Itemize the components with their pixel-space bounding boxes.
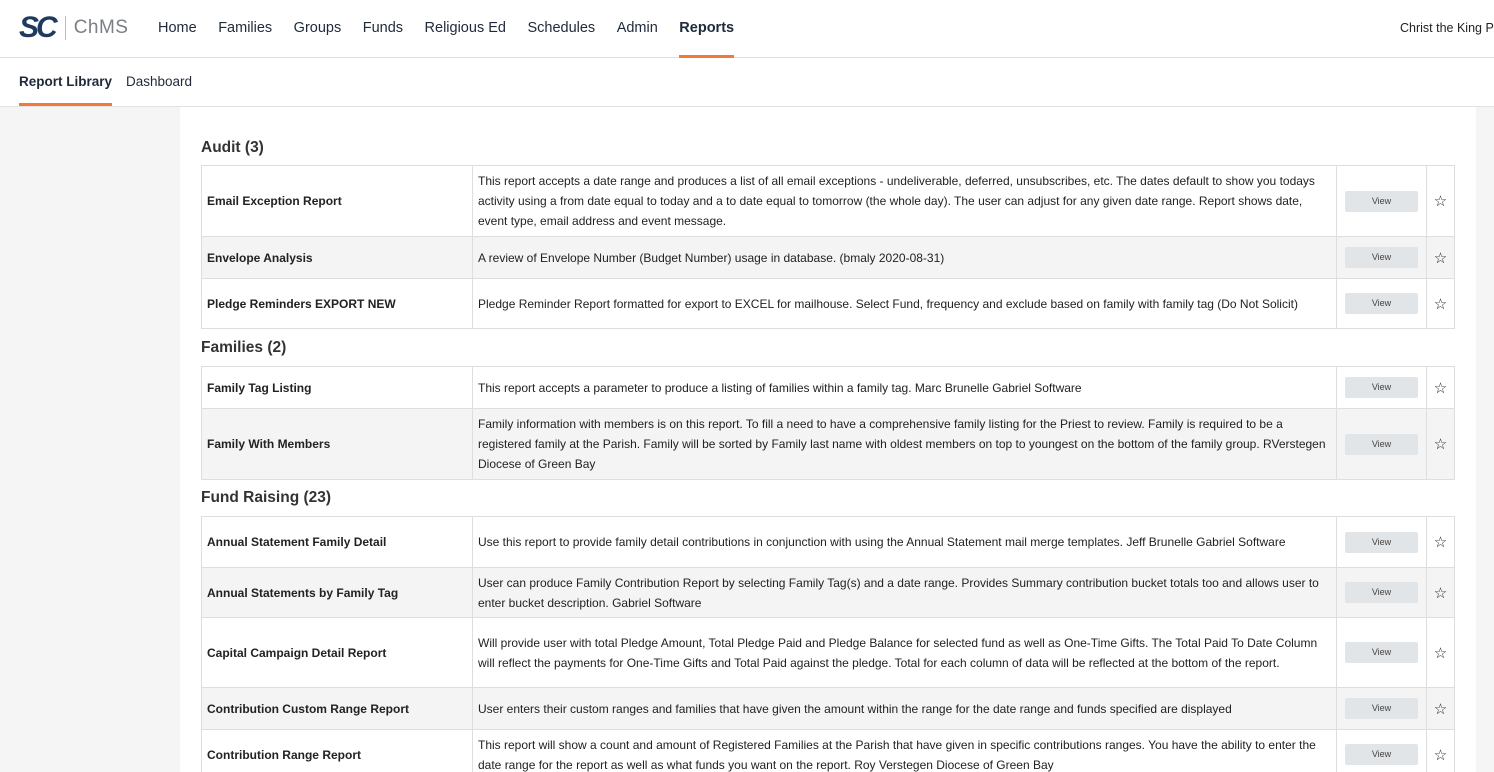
view-button[interactable]: View xyxy=(1345,698,1418,719)
view-button[interactable]: View xyxy=(1345,434,1418,455)
nav-schedules[interactable]: Schedules xyxy=(527,20,596,36)
report-description: User can produce Family Contribution Report by selecting Family Tag(s) and a date range. Provides Summary contribution bucket totals too and allows user to enter bucket description. Gabriel Software xyxy=(473,568,1337,618)
table-row xyxy=(202,237,1455,279)
report-table-families xyxy=(201,366,1455,480)
view-button[interactable]: View xyxy=(1345,247,1418,268)
table-row xyxy=(202,517,1455,568)
view-button[interactable]: View xyxy=(1345,744,1418,765)
report-description: This report accepts a parameter to produce a listing of families within a family tag. Marc Brunelle Gabriel Software xyxy=(473,367,1337,409)
report-description: User enters their custom ranges and families that have given the amount within the range for the date range and funds specified are displayed xyxy=(473,688,1337,730)
logo-mark: SC xyxy=(19,11,55,44)
report-library-panel xyxy=(180,107,1476,772)
report-description: Will provide user with total Pledge Amount, Total Pledge Paid and Pledge Balance for selected fund as well as One-Time Gifts. The Total Paid To Date Column will reflect the payments for One-Time Gifts and Total Paid against the pledge. Total for each column of data will be reflected at the bottom of the report. xyxy=(473,618,1337,688)
star-icon[interactable]: ☆ xyxy=(1433,248,1448,267)
report-name: Capital Campaign Detail Report xyxy=(202,618,473,688)
logo-text: ChMS xyxy=(73,17,129,38)
table-row xyxy=(202,730,1455,772)
view-button[interactable]: View xyxy=(1345,377,1418,398)
sub-navbar xyxy=(0,58,1494,107)
report-name: Annual Statements by Family Tag xyxy=(202,568,473,618)
section-title-families: Families (2) xyxy=(201,339,287,356)
table-row xyxy=(202,568,1455,618)
star-icon[interactable]: ☆ xyxy=(1433,435,1448,453)
report-description: Use this report to provide family detail contributions in conjunction with using the Annual Statement mail merge templates. Jeff Brunelle Gabriel Software xyxy=(473,517,1337,568)
nav-reports[interactable]: Reports xyxy=(679,0,734,58)
tab-report-library[interactable]: Report Library xyxy=(19,58,112,106)
nav-admin[interactable]: Admin xyxy=(616,20,658,36)
tab-dashboard[interactable]: Dashboard xyxy=(126,74,193,89)
report-table-fund-raising xyxy=(201,516,1455,772)
report-name: Envelope Analysis xyxy=(202,237,473,279)
report-name: Email Exception Report xyxy=(202,166,473,237)
table-row xyxy=(202,279,1455,329)
view-button[interactable]: View xyxy=(1345,582,1418,603)
nav-groups[interactable]: Groups xyxy=(293,20,342,36)
star-icon[interactable]: ☆ xyxy=(1433,583,1448,602)
star-icon[interactable]: ☆ xyxy=(1433,294,1448,313)
report-description: Pledge Reminder Report formatted for export to EXCEL for mailhouse. Select Fund, frequency and exclude based on family with family tag (Do Not Solicit) xyxy=(473,279,1337,329)
view-button[interactable]: View xyxy=(1345,532,1418,553)
view-button[interactable]: View xyxy=(1345,642,1418,663)
star-icon[interactable]: ☆ xyxy=(1433,699,1448,718)
app-logo[interactable] xyxy=(19,11,129,44)
section-title-audit: Audit (3) xyxy=(201,139,264,156)
star-icon[interactable]: ☆ xyxy=(1433,533,1448,551)
table-row xyxy=(202,409,1455,480)
nav-families[interactable]: Families xyxy=(218,20,273,36)
table-row xyxy=(202,688,1455,730)
organization-name[interactable]: Christ the King P xyxy=(1400,21,1494,35)
table-row xyxy=(202,367,1455,409)
table-row xyxy=(202,166,1455,237)
report-name: Family Tag Listing xyxy=(202,367,473,409)
top-navbar xyxy=(0,0,1494,58)
table-row xyxy=(202,618,1455,688)
logo-divider xyxy=(65,16,66,40)
report-description: A review of Envelope Number (Budget Number) usage in database. (bmaly 2020-08-31) xyxy=(473,237,1337,279)
nav-religious-ed[interactable]: Religious Ed xyxy=(424,20,506,36)
nav-home[interactable]: Home xyxy=(158,20,197,36)
star-icon[interactable]: ☆ xyxy=(1433,192,1448,210)
report-description: This report will show a count and amount of Registered Families at the Parish that have given in specific contributions ranges. You have the ability to enter the date range for the report as well as what funds you want on the report. Roy Verstegen Diocese of Green Bay xyxy=(473,730,1337,772)
star-icon[interactable]: ☆ xyxy=(1433,643,1448,662)
report-name: Contribution Range Report xyxy=(202,730,473,772)
report-name: Pledge Reminders EXPORT NEW xyxy=(202,279,473,329)
main-nav xyxy=(158,0,756,58)
report-description: This report accepts a date range and produces a list of all email exceptions - undeliverable, deferred, unsubscribes, etc. The dates default to show you todays activity using a from date equal to today and a to date equal to tomorrow (the whole day). The user can adjust for any given date range. Report shows date, event type, email address and event message. xyxy=(473,166,1337,237)
view-button[interactable]: View xyxy=(1345,293,1418,314)
report-name: Contribution Custom Range Report xyxy=(202,688,473,730)
report-description: Family information with members is on this report. To fill a need to have a comprehensive family listing for the Priest to review. Family is required to be a registered family at the Parish. Family will be sorted by Family last name with oldest members on top to youngest on the bottom of the family group. RVerstegen Diocese of Green Bay xyxy=(473,409,1337,480)
report-name: Family With Members xyxy=(202,409,473,480)
report-name: Annual Statement Family Detail xyxy=(202,517,473,568)
nav-funds[interactable]: Funds xyxy=(362,20,404,36)
star-icon[interactable]: ☆ xyxy=(1433,378,1448,397)
star-icon[interactable]: ☆ xyxy=(1433,745,1448,764)
section-title-fund-raising: Fund Raising (23) xyxy=(201,489,332,506)
report-table-audit xyxy=(201,165,1455,329)
view-button[interactable]: View xyxy=(1345,191,1418,212)
